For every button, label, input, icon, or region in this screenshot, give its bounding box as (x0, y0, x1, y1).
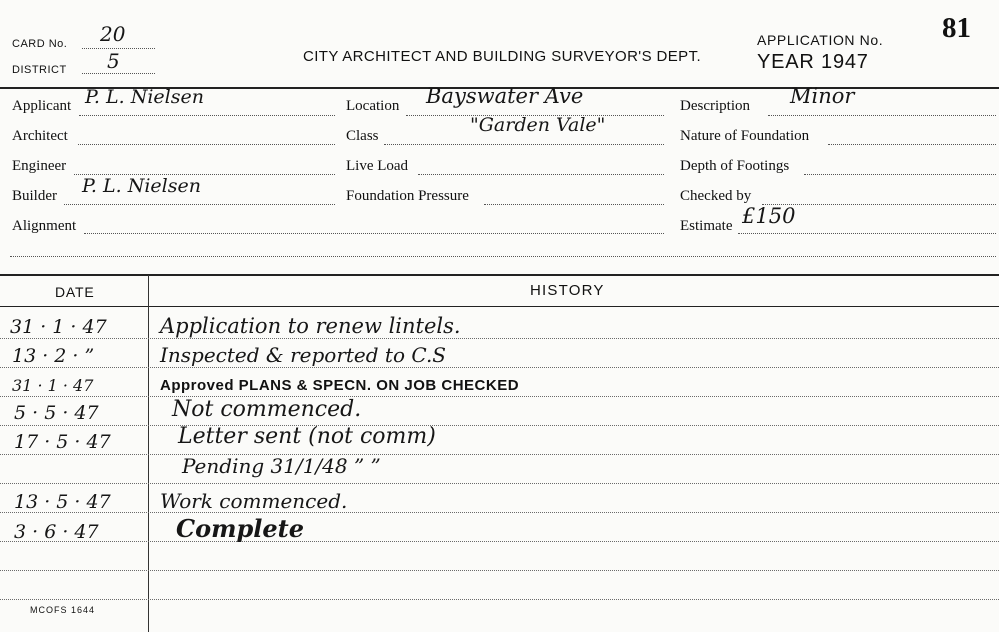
history-row-text: Letter sent (not comm) (178, 424, 436, 449)
foundation-pressure-line (484, 204, 664, 205)
architect-label: Architect (12, 128, 68, 144)
class-line (384, 144, 664, 145)
card-no-label: CARD No. (12, 38, 68, 50)
engineer-label: Engineer (12, 158, 67, 174)
district-value: 5 (107, 49, 120, 73)
ruled-line (0, 454, 999, 455)
history-column-header: HISTORY (530, 282, 605, 299)
applicant-label: Applicant (12, 98, 72, 114)
estimate-value: £150 (742, 204, 796, 228)
applicant-value: P. L. Nielsen (85, 86, 204, 108)
application-label: APPLICATION No. (757, 32, 884, 48)
builder-line (64, 204, 335, 205)
estimate-line (738, 233, 996, 234)
history-row-text: Approved PLANS & SPECN. ON JOB CHECKED (160, 377, 520, 394)
depth-of-footings-line (804, 174, 996, 175)
class-label: Class (346, 128, 379, 144)
year-label: YEAR 1947 (757, 51, 869, 73)
history-row-text: Inspected & reported to C.S (160, 343, 446, 367)
description-value: Minor (790, 84, 855, 108)
live-load-line (418, 174, 664, 175)
history-header-border (0, 306, 999, 307)
dept-title: CITY ARCHITECT AND BUILDING SURVEYOR'S DEPT. (303, 48, 702, 65)
ruled-line (0, 425, 999, 426)
ruled-line (0, 599, 999, 600)
ruled-line (0, 367, 999, 368)
depth-of-footings-label: Depth of Footings (680, 158, 790, 174)
location-value: Bayswater Ave (426, 84, 584, 108)
ruled-line (0, 541, 999, 542)
class-value: "Garden Vale" (470, 114, 606, 136)
history-row-text: Work commenced. (160, 489, 348, 513)
architect-line (78, 144, 335, 145)
application-number: 81 (942, 12, 971, 44)
card-no-value: 20 (100, 22, 126, 46)
checked-by-label: Checked by (680, 188, 752, 204)
ruled-line (0, 338, 999, 339)
district-line (82, 73, 155, 74)
nature-of-foundation-line (828, 144, 996, 145)
history-row-date: 31 · 1 · 47 (12, 376, 94, 395)
history-row-date: 31 · 1 · 47 (10, 316, 107, 338)
date-column-header: DATE (55, 284, 95, 300)
history-row-date: 17 · 5 · 47 (14, 431, 111, 453)
applicant-line (79, 115, 335, 116)
fields-extra-line (10, 256, 996, 257)
alignment-label: Alignment (12, 218, 77, 234)
ruled-line (0, 512, 999, 513)
live-load-label: Live Load (346, 158, 409, 174)
description-label: Description (680, 98, 750, 114)
district-label: DISTRICT (12, 64, 67, 76)
ruled-line (0, 570, 999, 571)
ruled-line (0, 396, 999, 397)
checked-by-line (762, 204, 996, 205)
nature-of-foundation-label: Nature of Foundation (680, 128, 810, 144)
form-code: MCOFS 1644 (30, 605, 96, 615)
foundation-pressure-label: Foundation Pressure (346, 188, 469, 204)
history-row-date: 13 · 5 · 47 (14, 491, 111, 513)
history-row-date: 3 · 6 · 47 (14, 521, 99, 543)
history-row-date: 5 · 5 · 47 (14, 402, 99, 424)
history-row-text: Application to renew lintels. (160, 314, 461, 338)
history-row-text: Pending 31/1/48 ” ” (182, 454, 381, 478)
description-line (768, 115, 996, 116)
history-top-border (0, 274, 999, 276)
builder-value: P. L. Nielsen (82, 175, 201, 197)
history-row-text: Complete (176, 514, 305, 543)
ruled-line (0, 483, 999, 484)
alignment-line (84, 233, 664, 234)
history-row-date: 13 · 2 · ” (12, 345, 95, 367)
history-row-text: Not commenced. (172, 397, 362, 422)
estimate-label: Estimate (680, 218, 733, 234)
builder-label: Builder (12, 188, 57, 204)
location-label: Location (346, 98, 400, 114)
